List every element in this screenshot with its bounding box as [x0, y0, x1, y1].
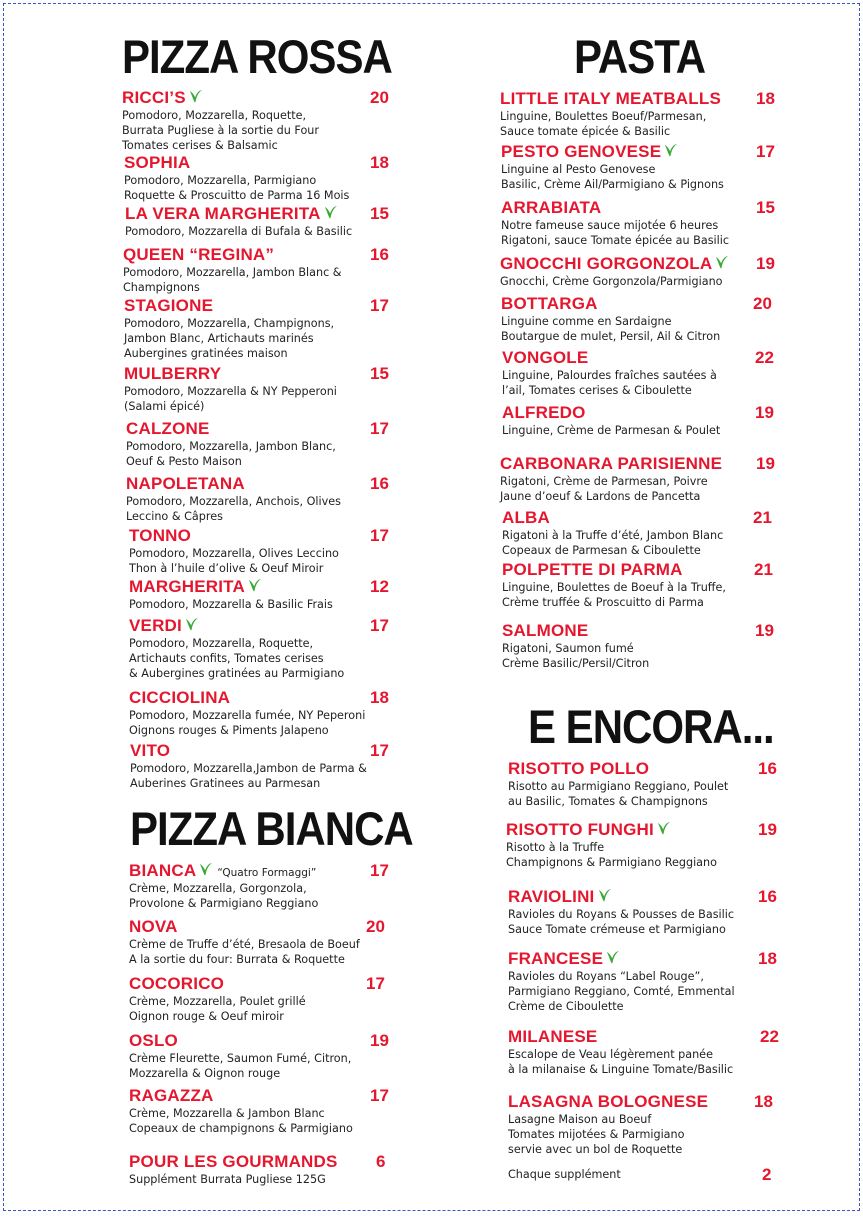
menu-item-description	[124, 316, 396, 362]
menu-item	[508, 1092, 790, 1158]
menu-item-description	[129, 708, 396, 738]
menu-item	[502, 348, 790, 398]
description-line: Crème Fleurette, Saumon Fumé, Citron,	[129, 1052, 352, 1065]
menu-item-name: SALMONE	[502, 621, 589, 640]
menu-item	[125, 204, 396, 239]
menu-item-price: 12	[370, 577, 389, 596]
menu-item	[129, 1031, 396, 1081]
menu-item-name: STAGIONE	[124, 296, 214, 315]
pizza-bianca-title: PIZZA BIANCA	[130, 802, 413, 856]
menu-item-description	[129, 937, 396, 967]
menu-item-price: 17	[366, 974, 385, 993]
menu-item	[129, 577, 396, 612]
description-line: Rigatoni, sauce Tomate épicée au Basilic	[501, 234, 730, 248]
menu-item-description	[508, 779, 790, 809]
description-line: Mozzarella & Oignon rouge	[129, 1067, 281, 1081]
description-line: Linguine, Boulettes de Boeuf à la Truffe,	[502, 581, 726, 594]
menu-item	[500, 454, 790, 504]
description-line: A la sortie du four: Burrata & Roquette	[129, 953, 345, 967]
description-line: Pomodoro, Mozzarella, Anchois, Olives	[126, 495, 341, 508]
description-line: Pomodoro, Mozzarella fumée, NY Peperoni	[129, 709, 366, 722]
menu-item-price: 17	[370, 741, 389, 760]
menu-item-description	[508, 1167, 790, 1182]
menu-item-description	[508, 1047, 790, 1077]
menu-item-header	[501, 198, 790, 218]
menu-item-description	[129, 636, 396, 682]
menu-item-header	[508, 759, 790, 779]
menu-item-price: 17	[370, 1086, 389, 1105]
menu-item-price: 21	[754, 560, 773, 579]
menu-item	[502, 403, 790, 438]
menu-item-price: 19	[756, 254, 775, 273]
description-line: Pomodoro, Mozzarella di Bufala & Basilic	[125, 225, 353, 238]
menu-item-header	[502, 348, 790, 368]
menu-item-name: PESTO GENOVESE	[501, 142, 662, 161]
menu-item-price: 17	[370, 526, 389, 545]
description-line: Lasagne Maison au Boeuf	[508, 1113, 652, 1126]
menu-item	[130, 741, 396, 791]
vegetarian-leaf-icon	[188, 88, 203, 103]
menu-item-name: COCORICO	[129, 974, 225, 993]
menu-item-header	[130, 741, 396, 761]
description-line: Ravioles du Royans “Label Rouge”,	[508, 970, 704, 983]
menu-item-description	[508, 969, 790, 1015]
description-line: & Aubergines gratinées au Parmigiano	[129, 667, 345, 681]
menu-item-header	[129, 526, 396, 546]
menu-item	[506, 820, 790, 870]
menu-item-header	[123, 245, 396, 265]
menu-page	[3, 3, 860, 1211]
menu-item-header	[502, 403, 790, 423]
menu-item	[129, 1152, 396, 1187]
description-line: Oeuf & Pesto Maison	[126, 455, 242, 469]
menu-item-description	[129, 994, 396, 1024]
pizza-rossa-title: PIZZA ROSSA	[122, 30, 392, 84]
description-line: Linguine, Crème de Parmesan & Poulet	[502, 424, 721, 437]
menu-item-header	[500, 254, 790, 274]
vegetarian-leaf-icon	[605, 949, 620, 964]
menu-item	[501, 198, 790, 248]
menu-item-header	[126, 474, 396, 494]
menu-item-description	[129, 546, 396, 576]
description-line: Pomodoro, Mozzarella, Champignons,	[124, 317, 335, 330]
menu-item-description	[502, 641, 790, 671]
description-line: Jaune d’oeuf & Lardons de Pancetta	[500, 490, 701, 504]
menu-item-description	[130, 761, 396, 791]
menu-item-description	[126, 439, 396, 469]
description-line: Copeaux de champignons & Parmigiano	[129, 1122, 353, 1136]
menu-item-name: FRANCESE	[508, 949, 604, 968]
menu-item-name: RAGAZZA	[129, 1086, 214, 1105]
menu-item-header	[508, 887, 790, 907]
menu-item-price: 15	[370, 204, 389, 223]
menu-item	[508, 887, 790, 937]
vegetarian-leaf-icon	[656, 820, 671, 835]
menu-item-price: 18	[370, 153, 389, 172]
menu-item-header	[129, 616, 396, 636]
description-line: Burrata Pugliese à la sortie du Four	[122, 124, 319, 138]
menu-item	[508, 949, 790, 1015]
menu-item-header	[129, 1031, 396, 1051]
description-line: Crème Basilic/Persil/Citron	[502, 657, 650, 671]
description-line: l’ail, Tomates cerises & Ciboulette	[502, 384, 692, 398]
description-line: Rigatoni à la Truffe d’été, Jambon Blanc	[502, 529, 724, 542]
description-line: Pomodoro, Mozzarella, Roquette,	[129, 637, 314, 650]
menu-item-name: POUR LES GOURMANDS	[129, 1152, 338, 1171]
menu-item-price: 20	[370, 88, 389, 107]
menu-item-header	[124, 153, 396, 173]
description-line: Ravioles du Royans & Pousses de Basilic	[508, 908, 735, 921]
menu-item-price: 6	[376, 1152, 386, 1171]
description-line: Linguine, Boulettes Boeuf/Parmesan,	[500, 110, 707, 123]
menu-item-price: 18	[758, 949, 777, 968]
menu-item-header	[124, 296, 396, 316]
menu-item-name: NOVA	[129, 917, 178, 936]
menu-item	[508, 759, 790, 809]
menu-item	[124, 296, 396, 362]
menu-item-header	[125, 204, 396, 224]
pasta-title: PASTA	[574, 30, 706, 84]
description-line: Aubergines gratinées maison	[124, 347, 288, 361]
menu-item	[126, 474, 396, 524]
menu-item-description	[502, 423, 790, 438]
menu-item-header	[129, 1086, 396, 1106]
menu-item	[501, 294, 790, 344]
description-line: au Basilic, Tomates & Champignons	[508, 795, 708, 809]
vegetarian-leaf-icon	[247, 577, 262, 592]
menu-item-price: 22	[755, 348, 774, 367]
description-line: Pomodoro, Mozzarella, Jambon Blanc,	[126, 440, 336, 453]
menu-item-description	[506, 840, 790, 870]
description-line: Chaque supplément	[508, 1168, 621, 1181]
menu-item-description	[500, 109, 790, 139]
menu-item-name: LASAGNA BOLOGNESE	[508, 1092, 709, 1111]
vegetarian-leaf-icon	[714, 254, 729, 269]
description-line: Basilic, Crème Ail/Parmigiano & Pignons	[501, 178, 724, 192]
menu-item-name: OSLO	[129, 1031, 178, 1050]
menu-item	[129, 688, 396, 738]
menu-item-name: TONNO	[129, 526, 192, 545]
menu-item-price: 2	[762, 1165, 772, 1184]
menu-item-name: MULBERRY	[124, 364, 222, 383]
menu-item-price: 19	[755, 403, 774, 422]
menu-item-header	[502, 621, 790, 641]
vegetarian-leaf-icon	[198, 861, 213, 876]
menu-item-name: LITTLE ITALY MEATBALLS	[500, 89, 721, 108]
menu-item-price: 18	[754, 1092, 773, 1111]
menu-item	[502, 621, 790, 671]
description-line: Linguine, Palourdes fraîches sautées à	[502, 369, 717, 382]
description-line: Crème de Truffe d’été, Bresaola de Boeuf	[129, 938, 360, 951]
menu-item-price: 20	[366, 917, 385, 936]
menu-item-name: VONGOLE	[502, 348, 589, 367]
menu-item-price: 17	[370, 616, 389, 635]
description-line: Pomodoro, Mozzarella, Olives Leccino	[129, 547, 339, 560]
menu-item-description	[501, 218, 790, 248]
menu-item-name: CICCIOLINA	[129, 688, 231, 707]
menu-item-header	[129, 917, 396, 937]
description-line: Auberines Gratinees au Parmesan	[130, 777, 321, 791]
description-line: Tomates cerises & Balsamic	[122, 139, 278, 153]
menu-item-price: 21	[753, 508, 772, 527]
description-line: Supplément Burrata Pugliese 125G	[129, 1173, 326, 1186]
description-line: Champignons & Parmigiano Reggiano	[506, 856, 717, 870]
menu-item-name: ALBA	[502, 508, 551, 527]
menu-item-header	[129, 577, 396, 597]
description-line: Escalope de Veau légèrement panée	[508, 1048, 713, 1061]
menu-item-price: 16	[758, 887, 777, 906]
description-line: Crème de Ciboulette	[508, 1000, 624, 1014]
menu-item	[124, 153, 396, 203]
description-line: Pomodoro, Mozzarella & Basilic Frais	[129, 598, 333, 611]
description-line: Copeaux de Parmesan & Ciboulette	[502, 544, 701, 558]
description-line: Sauce tomate épicée & Basilic	[500, 125, 671, 139]
menu-item	[129, 917, 396, 967]
description-line: Crème, Mozzarella, Poulet grillé	[129, 995, 306, 1008]
menu-item-name: RISOTTO FUNGHI	[506, 820, 654, 839]
menu-item	[501, 142, 790, 192]
menu-item-name: SOPHIA	[124, 153, 191, 172]
menu-item-price: 19	[755, 621, 774, 640]
menu-item-name: NAPOLETANA	[126, 474, 245, 493]
menu-item-name: RICCI’S	[122, 88, 186, 107]
menu-item-description	[501, 162, 790, 192]
menu-item-price: 18	[756, 89, 775, 108]
description-line: Pomodoro, Mozzarella, Jambon Blanc &	[123, 266, 342, 279]
menu-item-name: MARGHERITA	[129, 577, 245, 596]
menu-item-description	[502, 368, 790, 398]
menu-item-header	[501, 142, 790, 162]
menu-item-price: 18	[370, 688, 389, 707]
description-line: Pomodoro, Mozzarella,Jambon de Parma &	[130, 762, 367, 775]
menu-item-header	[500, 89, 790, 109]
description-line: Boutargue de mulet, Persil, Ail & Citron	[501, 330, 721, 344]
description-line: Roquette & Proscuitto de Parma 16 Mois	[124, 189, 350, 203]
vegetarian-leaf-icon	[323, 204, 338, 219]
menu-item-name: QUEEN “REGINA”	[123, 245, 275, 264]
menu-item-name: CARBONARA PARISIENNE	[500, 454, 723, 473]
description-line: Parmigiano Reggiano, Comté, Emmental	[508, 985, 735, 999]
menu-item-header	[129, 861, 396, 881]
menu-item-description	[501, 314, 790, 344]
menu-item-header	[508, 1092, 790, 1112]
menu-item-description	[502, 580, 790, 610]
menu-item-header	[502, 508, 790, 528]
encora-title: E ENCORA...	[528, 700, 774, 754]
description-line: Jambon Blanc, Artichauts marinés	[124, 332, 314, 346]
menu-item	[502, 560, 790, 610]
menu-item	[126, 419, 396, 469]
menu-item-price: 16	[370, 245, 389, 264]
menu-item-name: RISOTTO POLLO	[508, 759, 650, 778]
description-line: Pomodoro, Mozzarella, Roquette,	[122, 109, 307, 122]
description-line: servie avec un bol de Roquette	[508, 1143, 683, 1157]
menu-item-price: 19	[370, 1031, 389, 1050]
menu-item-price: 20	[753, 294, 772, 313]
menu-item	[129, 974, 396, 1024]
menu-item-description	[508, 1112, 790, 1158]
menu-item-price: 19	[756, 454, 775, 473]
menu-item-header	[129, 1152, 396, 1172]
menu-item-name: ALFREDO	[502, 403, 586, 422]
menu-item-name: BIANCA	[129, 861, 197, 880]
menu-item-price: 17	[756, 142, 775, 161]
description-line: Oignon rouge & Oeuf miroir	[129, 1010, 284, 1024]
description-line: Oignons rouges & Piments Jalapeno	[129, 724, 329, 738]
menu-item-name: GNOCCHI GORGONZOLA	[500, 254, 713, 273]
description-line: (Salami épicé)	[124, 400, 205, 414]
menu-item-price: 17	[370, 296, 389, 315]
menu-item-header	[124, 364, 396, 384]
description-line: Gnocchi, Crème Gorgonzola/Parmigiano	[500, 275, 723, 288]
description-line: Thon à l’huile d’olive & Oeuf Miroir	[129, 562, 324, 576]
menu-item-name: LA VERA MARGHERITA	[125, 204, 321, 223]
menu-item-description	[508, 907, 790, 937]
menu-item-header	[126, 419, 396, 439]
description-line: Sauce Tomate crémeuse et Parmigiano	[508, 923, 726, 937]
menu-item-price: 17	[370, 419, 389, 438]
description-line: à la milanaise & Linguine Tomate/Basilic	[508, 1063, 734, 1077]
menu-item-header	[122, 88, 396, 108]
menu-item-name: ARRABIATA	[501, 198, 602, 217]
menu-item	[123, 245, 396, 295]
description-line: Risotto à la Truffe	[506, 841, 605, 854]
menu-item-name: MILANESE	[508, 1027, 598, 1046]
menu-item-description	[129, 1051, 396, 1081]
menu-item-subtitle: “Quatro Formaggi”	[217, 867, 317, 879]
description-line: Crème, Mozzarella & Jambon Blanc	[129, 1107, 325, 1120]
menu-item	[508, 1165, 790, 1184]
vegetarian-leaf-icon	[597, 887, 612, 902]
description-line: Artichauts confits, Tomates cerises	[129, 652, 324, 666]
menu-item	[129, 616, 396, 682]
menu-item-description	[129, 1106, 396, 1136]
menu-item-description	[129, 597, 396, 612]
menu-item	[500, 89, 790, 139]
description-line: Linguine al Pesto Genovese	[501, 163, 656, 176]
menu-item	[500, 254, 790, 289]
menu-item	[129, 526, 396, 576]
description-line: Linguine comme en Sardaigne	[501, 315, 672, 328]
menu-item-description	[125, 224, 396, 239]
description-line: Rigatoni, Saumon fumé	[502, 642, 634, 655]
menu-item-price: 16	[758, 759, 777, 778]
menu-item-description	[500, 474, 790, 504]
menu-item-price: 16	[370, 474, 389, 493]
description-line: Risotto au Parmigiano Reggiano, Poulet	[508, 780, 729, 793]
description-line: Pomodoro, Mozzarella, Parmigiano	[124, 174, 317, 187]
menu-item-name: CALZONE	[126, 419, 210, 438]
menu-item-header	[508, 1027, 790, 1047]
menu-item-name: VITO	[130, 741, 171, 760]
vegetarian-leaf-icon	[663, 142, 678, 157]
description-line: Leccino & Câpres	[126, 510, 223, 524]
menu-item	[124, 364, 396, 414]
menu-item-price: 15	[370, 364, 389, 383]
menu-item-price: 17	[370, 861, 389, 880]
menu-item-price: 22	[760, 1027, 779, 1046]
description-line: Crème, Mozzarella, Gorgonzola,	[129, 882, 307, 895]
menu-item-name: VERDI	[129, 616, 182, 635]
description-line: Notre fameuse sauce mijotée 6 heures	[501, 219, 719, 232]
menu-item	[129, 1086, 396, 1136]
description-line: Pomodoro, Mozzarella & NY Pepperoni	[124, 385, 337, 398]
menu-item	[122, 88, 396, 154]
menu-item-header	[501, 294, 790, 314]
menu-item-description	[500, 274, 790, 289]
menu-item-description	[129, 1172, 396, 1187]
description-line: Tomates mijotées & Parmigiano	[508, 1128, 685, 1142]
menu-item-header	[502, 560, 790, 580]
vegetarian-leaf-icon	[184, 616, 199, 631]
menu-item-price: 19	[758, 820, 777, 839]
menu-item-description	[126, 494, 396, 524]
menu-item-description	[129, 881, 396, 911]
menu-item-name: RAVIOLINI	[508, 887, 595, 906]
description-line: Crème truffée & Proscuitto di Parma	[502, 596, 704, 610]
menu-item	[502, 508, 790, 558]
menu-item-name: BOTTARGA	[501, 294, 598, 313]
description-line: Rigatoni, Crème de Parmesan, Poivre	[500, 475, 708, 488]
menu-item-description	[124, 384, 396, 414]
menu-item-description	[123, 265, 396, 295]
menu-item-description	[502, 528, 790, 558]
menu-item	[508, 1027, 790, 1077]
menu-item	[129, 861, 396, 911]
menu-item-description	[122, 108, 396, 154]
menu-item-name: POLPETTE DI PARMA	[502, 560, 683, 579]
menu-item-header	[500, 454, 790, 474]
menu-item-price: 15	[756, 198, 775, 217]
menu-item-description	[124, 173, 396, 203]
description-line: Champignons	[123, 281, 200, 295]
menu-item-header	[129, 688, 396, 708]
menu-item-header	[508, 949, 790, 969]
description-line: Provolone & Parmigiano Reggiano	[129, 897, 319, 911]
menu-item-header	[129, 974, 396, 994]
menu-item-header	[506, 820, 790, 840]
